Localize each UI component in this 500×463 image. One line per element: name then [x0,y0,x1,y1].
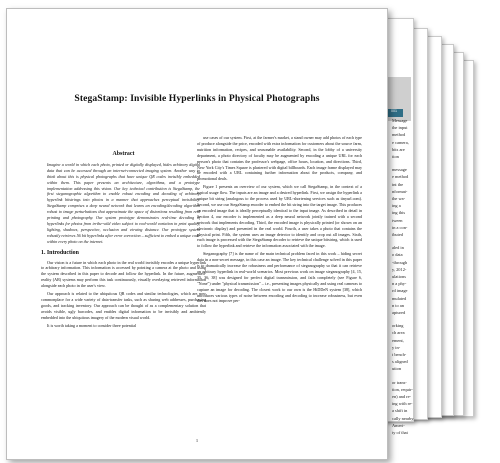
background-text-fragment: s aligned [392,359,408,365]
intro-paragraph: Our approach is related to the ubiquitous QR codes and similar technologies, which are now commonplace for a wide variety of data-transfer tasks, such as sharing web addresses, purchasing goods, and tracking inventory. Our approach can be thought of as a complementary solution that avoids visible, ugly barcodes, and enables digital information to be invisibly and ambiently embedded into the ubiquitous imagery of the modern visual world. [41,291,206,320]
paper-title: StegaStamp: Invisible Hyperlinks in Physical Photographs [74,93,320,104]
background-text-fragment: ing this [392,210,406,216]
background-text-fragment: the input [392,125,408,131]
background-text-fragment: Ameri- [392,422,405,428]
page-number: 1 [195,438,199,443]
background-text-fragment: aled in [392,245,404,251]
background-text-fragment: n a phy- [392,281,407,287]
abstract-text: Imagine a world in which each photo, printed or digitally displayed, hides arbitrary digital data that can be accessed through an internet-connected imaging system. Another way to think about this is physical photographs that have unique QR codes invisibly embedded within them. This paper presents an architecture, algorithms, and a prototype implementation addressing this vision. Our key technical contribution is StegaStamp, the first steganographic algorithm to enable robust encoding and decoding of arbitrary hyperlink bitstrings into photos in a manner that approaches perceptual invisibility. StegaStamp comprises a deep neural network that learns an encoding/decoding algorithm robust to image perturbations that approximate the space of distortions resulting from real printing and photography. Our system prototype demonstrates real-time decoding of hyperlinks for photos from in-the-wild video subject to real-world variation in print quality, lighting, shadows, perspective, occlusion and viewing distance. Our prototype system robustly retrieves 56 bit hyperlinks after error correction – sufficient to embed a unique code within every photo on the internet. [47,161,200,244]
figure-label-block: 001 [385,109,403,117]
body-paragraph: Figure 1 presents an overview of our system, which we call StegaStamp, in the context of a typical usage flow. The inputs are an image and a desired hyperlink. First, we assign the hyperlink a unique bit string (analogous to the process used by URL-shortening services such as tinyurl.com). Second, we use our StegaStamp encoder to embed the bit string into the target image. This produces an encoded image that is ideally perceptually identical to the input image. As described in detail in Section 4, our encoder is implemented as a deep neural network jointly trained with a second network that implements decoding. Third, the encoded image is physically printed (or shown on an electronic display) and presented in the real world. Fourth, a user takes a photo that contains the physical print. Fifth, the system uses an image detector to identify and crop out all images. Sixth, each image is processed with the StegaStamp decoder to retrieve the unique bitstring, which is used to follow the hyperlink and retrieve the information associated with the image. [197,184,362,249]
background-text-fragment: y in- [392,344,401,350]
background-text-fragment: en) and re- [392,394,412,399]
background-text-fragment: the wa- [392,196,406,201]
background-text-fragment: int the [392,181,404,187]
background-text-fragment: ibuted [392,232,403,237]
background-text-fragment: method [392,132,406,138]
background-text-fragment: y, 2012- [392,266,407,272]
background-text-fragment: rd image [392,288,408,294]
paper-front-page [6,8,388,460]
intro-heading: 1. Introduction [41,249,79,256]
right-column [197,135,362,306]
background-text-fragment: bits are [392,146,405,152]
background-text-fragment: aptured [392,310,406,315]
background-text-fragment: ing a [392,203,401,209]
background-text-fragment: tween [392,217,403,223]
background-text-fragment: e method [392,174,409,180]
body-paragraph: Steganography [7] is the name of the main technical problem faced in this work – hiding secret data in a non-secret message, in this case an image. The key technical challenge solved in this paper is to dramatically increase the robustness and performance of steganography so that it can retrieve an arbitrary hyperlink in real-world scenarios. Most previous work on image steganography [4, 15, 35, 36, 38] was designed for perfect digital transmission, and fails completely (see Figure 6, "None") under "physical transmission" – i.e., presenting images physically and using real cameras to capture an image for decoding. The closest work to our own is the HiDDeN system [38], which introduces various types of noise between encoding and decoding to increase robustness, but even this does not improve per- [197,251,362,304]
background-text-fragment: t bench- [392,352,407,357]
background-text-fragment: ty of that [392,430,408,435]
background-text-fragment: o data [392,252,403,258]
left-column [41,152,206,330]
background-text-fragment: ement, [392,337,404,343]
background-text-fragment: ution [392,366,402,372]
background-text-fragment: a shift in [392,408,408,414]
intro-paragraph: It is worth taking a moment to consider three potential [47,322,137,328]
background-text-fragment: tion, requir- [392,386,413,392]
background-text-fragment: nformat- [392,188,408,194]
background-text-fragment: tion [392,154,399,159]
background-text-fragment: or trans- [392,379,407,385]
background-text-fragment: n to an [392,302,404,308]
body-paragraph: use cases of our system. First, at the farmer's market, a stand owner may add photos of each type of produce alongside the price, encoded with extra information for customers about the source farm, nutrition information, recipes, and seasonable availability. Second, in the lobby of a university department, a photo directory of faculty may be augmented by encoding a unique URL for each person's photo that contains the professor's webpage, office hours, location, and directions. Third, New York City's Times Square is plastered with digital billboards. Each image frame displayed may be encoded with a URL containing further information about the products, company, and promotional deals. [197,135,362,182]
abstract-heading: Abstract [112,151,135,157]
background-text-fragment: ch area [392,330,405,336]
background-text-fragment: Message [392,118,408,123]
background-text-fragment: ing with re- [392,401,413,407]
background-text-fragment: in a con- [392,224,408,230]
background-text-fragment: orking [392,323,404,329]
background-text-fragment: message [392,167,407,173]
background-text-fragment: cally nearby [392,415,414,421]
background-text-fragment: e camera, [392,139,409,145]
background-text-fragment: -through [392,259,408,265]
background-text-fragment: mulated [392,295,407,301]
intro-paragraph: Our vision is a future in which each photo in the real world invisibly encodes a unique hyperlink to arbitrary information. This information is accessed by pointing a camera at the photo and using the system described in this paper to decode and follow the hyperlink. In the future, augmented-reality (AR) systems may perform this task continuously, visually overlaying retrieved information alongside each photo in the user's view. [41,259,206,289]
background-text-fragment: ulations [392,274,406,279]
